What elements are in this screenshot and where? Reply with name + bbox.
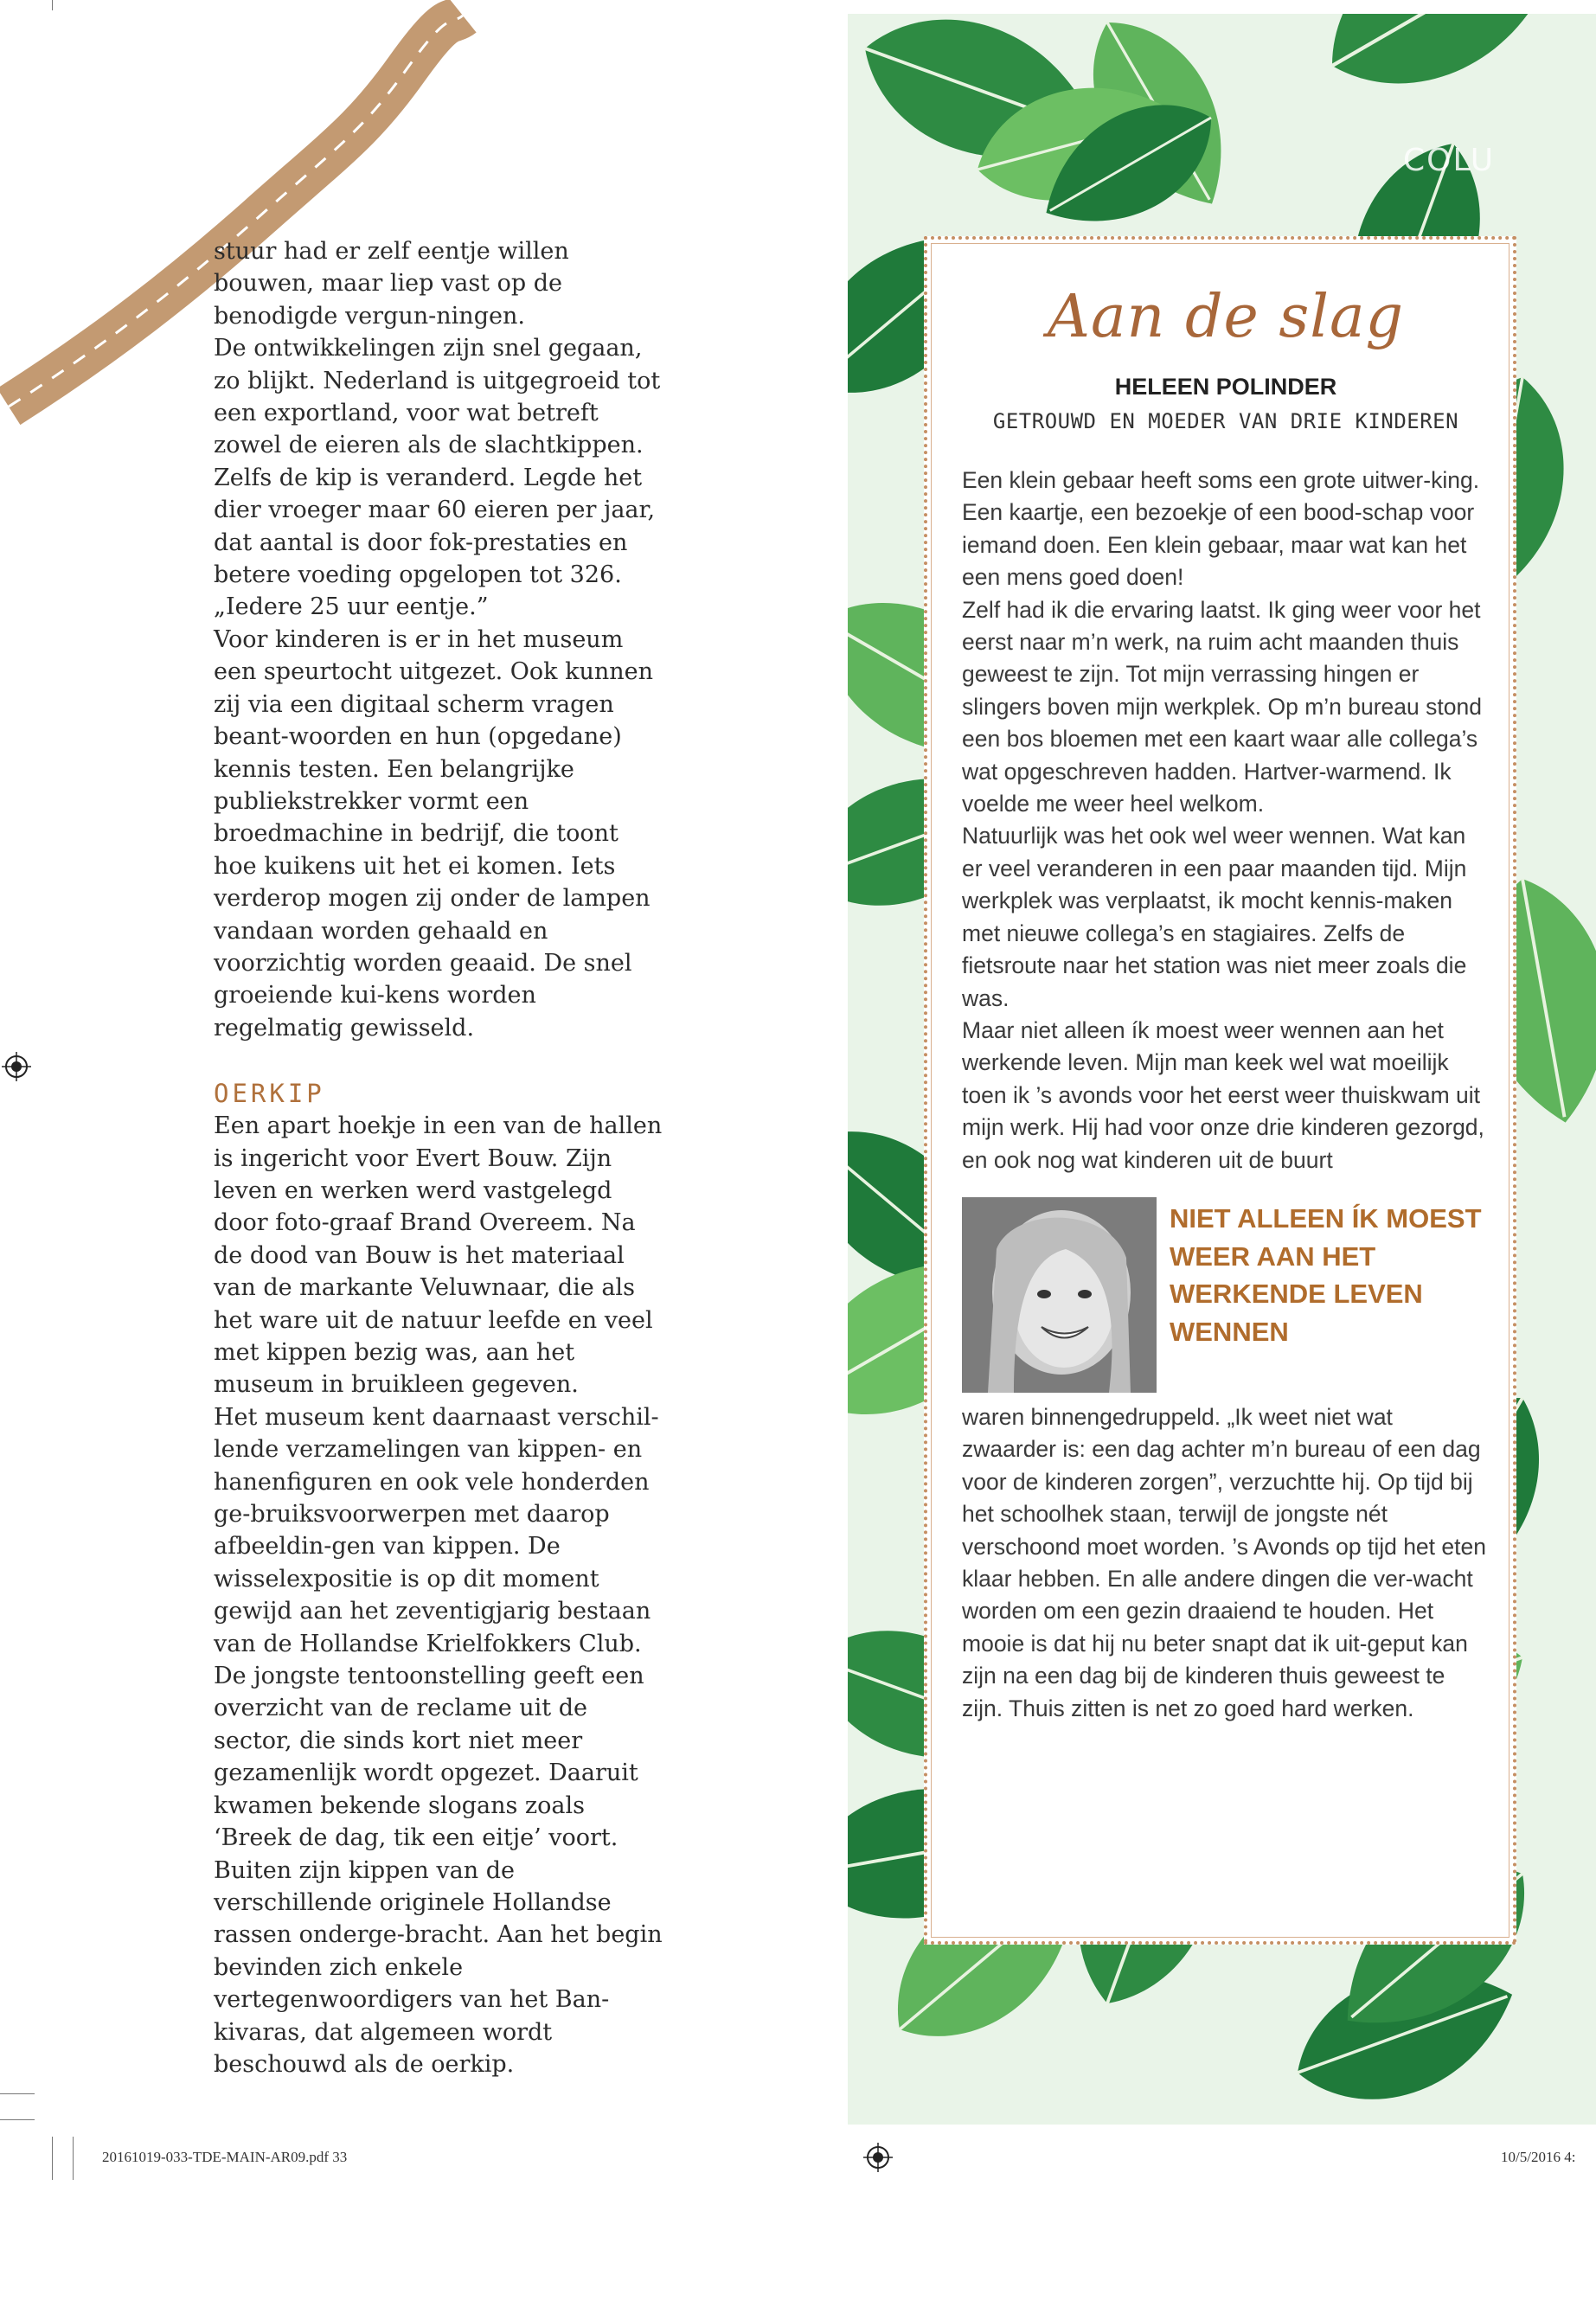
section-subheading: OERKIP [214,1079,325,1109]
article-paragraph: stuur had er zelf eentje willen bouwen, maar liep vast op de benodigde vergun-ningen. [214,238,569,330]
article-paragraph: Een apart hoekje in een van de hallen is ingericht voor Evert Bouw. Zijn leven en werken werd vastgelegd door foto-graaf Brand Overeem. Na de dood van Bouw is het materiaal van de markante Veluwnaar, die als het ware uit de natuur leefde en veel met kippen bezig was, aan het museum in bruikleen gegeven. [214,1112,663,1399]
column-title: Aan de slag [1047,283,1405,351]
article-paragraph: Voor kinderen is er in het museum een speurtocht uitgezet. Ook kunnen zij via een digitaal scherm vragen beant-woorden en hun (opgedane) kennis testen. Een belangrijke publiekstrekker vormt een broedmachine in bedrijf, die toont hoe kuikens uit het ei komen. Iets verderop mogen zij onder de lampen vandaan worden gehaald en voorzichtig worden geaaid. De snel groeiende kui-kens worden regelmatig gewisseld. [214,625,653,1042]
crop-mark [0,2119,35,2120]
article-column [214,235,663,2080]
registration-mark-icon [2,1052,31,1081]
article-paragraph: De ontwikkelingen zijn snel gegaan, zo blijkt. Nederland is uitgegroeid tot een exportland, voor wat betreft zowel de eieren als de slachtkippen. Zelfs de kip is veranderd. Legde het dier vroeger maar 60 eieren per jaar, dat aantal is door fok-prestaties en betere voeding opgelopen tot 326. „Iedere 25 uur eentje.” [214,335,661,621]
crop-mark [52,2137,53,2180]
column-paragraph: Zelf had ik die ervaring laatst. Ik ging weer voor het eerst naar m’n werk, na ruim acht maanden thuis geweest te zijn. Tot mijn verrassing hingen er slingers boven mijn werkplek. Op m’n bureau stond een bos bloemen met een kaart waar alle collega’s wat opgeschreven hadden. Hartver-warmend. Ik voelde me weer heel welkom. [962,596,1482,817]
registration-mark-icon [863,2143,893,2172]
column-card [924,236,1516,1945]
pull-quote-text: NIET ALLEEN ÍK MOEST WEER AAN HET WERKENDE LEVEN WENNEN [1170,1203,1482,1347]
column-body-continued [962,1401,1490,1725]
column-body [962,465,1490,1176]
column-paragraph: Een klein gebaar heeft soms een grote uitwer-king. Een kaartje, een bezoekje of een bood-schap voor iemand doen. Een klein gebaar, maar wat kan het een mens goed doen! [962,467,1480,591]
author-name: HELEEN POLINDER [1114,374,1337,400]
column-category-tag: COLU [1403,143,1496,178]
column-paragraph: Maar niet alleen ík moest weer wennen aan het werkende leven. Mijn man keek wel wat moeilijk toen ik ’s avonds voor het eerst weer thuiskwam uit mijn werk. Hij had voor onze drie kinderen gezorgd, en ook nog wat kinderen uit de buurt [962,1016,1484,1173]
crop-mark [73,2137,74,2180]
crop-mark [0,2093,35,2094]
article-paragraph: Het museum kent daarnaast verschil-lende verzamelingen van kippen- en hanenfiguren en ook vele honderden ge-bruiksvoorwerpen met daarop afbeeldin-gen van kippen. De wisselexpositie is op dit moment gewijd aan het zeventigjarig bestaan van de Hollandse Krielfokkers Club. [214,1403,659,1657]
column-paragraph: Natuurlijk was het ook wel weer wennen. Wat kan er veel veranderen in een paar maanden tijd. Mijn werkplek was verplaatst, ik mocht kennis-maken met nieuwe collega’s en stagiaires. Zelfs de fietsroute naar het station was niet meer zoals die was. [962,823,1467,1011]
author-portrait [962,1197,1157,1393]
author-description: GETROUWD EN MOEDER VAN DRIE KINDEREN [992,409,1459,433]
pull-quote [1170,1200,1507,1350]
column-paragraph: waren binnengedruppeld. „Ik weet niet wat zwaarder is: een dag achter m’n bureau of een dag voor de kinderen zorgen”, verzuchtte hij. Op tijd bij het schoolhek staan, terwijl de jongste nét verschoond moet worden. ’s Avonds op tijd het eten klaar hebben. En alle andere dingen die ver-wacht worden om een gezin draaiend te houden. Het mooie is dat hij nu beter snapt dat ik uit-geput kan zijn na een dag bij de kinderen thuis geweest te zijn. Thuis zitten is net zo goed hard werken. [962,1404,1486,1721]
footer-date: 10/5/2016 4: [1501,2149,1576,2165]
footer-file-name: 20161019-033-TDE-MAIN-AR09.pdf 33 [102,2149,348,2165]
article-paragraph: Buiten zijn kippen van de verschillende originele Hollandse rassen onderge-bracht. Aan het begin bevinden zich enkele vertegenwoordigers van het Ban-kivaras, dat algemeen wordt beschouwd als de oerkip. [214,1856,663,2078]
article-paragraph: De jongste tentoonstelling geeft een overzicht van de reclame uit de sector, die sinds kort niet meer gezamenlijk wordt opgezet. Daaruit kwamen bekende slogans zoals ‘Breek de dag, tik een eitje’ voort. [214,1663,644,1852]
